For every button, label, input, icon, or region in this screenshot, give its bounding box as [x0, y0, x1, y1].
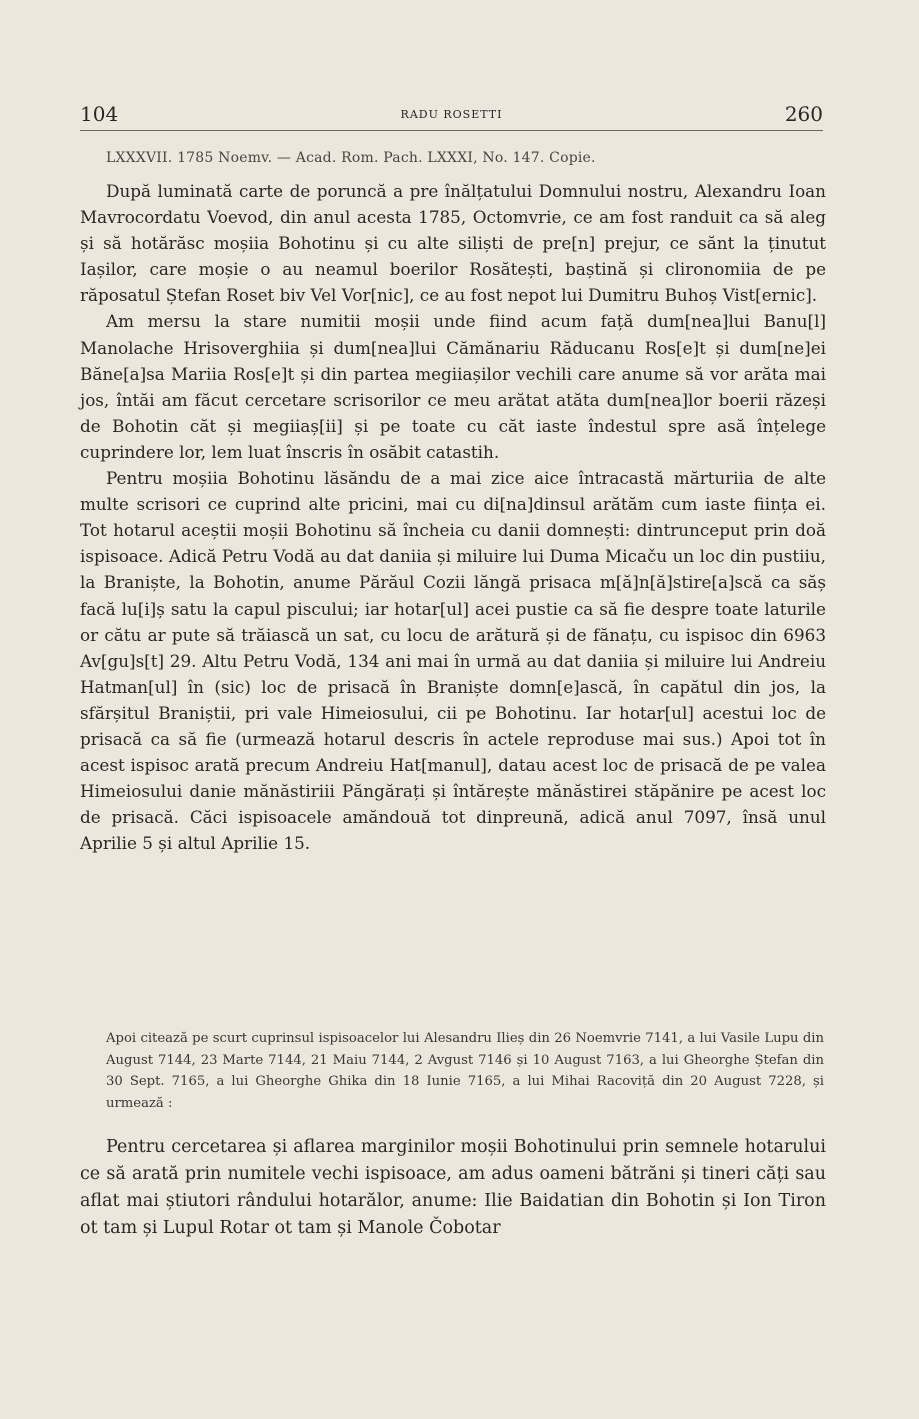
running-title: RADU ROSETTI: [400, 108, 503, 121]
continued-text: [80, 1134, 826, 1242]
paragraph: Pentru cercetarea și aflarea marginilor moșii Bohotinului prin semnele hotarului ce să arată prin numitele vechi ispisoace, am adus oameni bătrăni și tineri căți sau aflat mai știutori rândului hotarălor, anume: Ilie Baidatian din Bohotin și Ion Tiron ot tam și Lupul Rotar ot tam și Manole Čobotar: [80, 1137, 826, 1238]
page-number-left: 104: [80, 102, 119, 126]
paragraph: După luminată carte de poruncă a pre înălțatului Domnului nostru, Alexandru Ioan Mavrocordatu Voevod, din anul acesta 1785, Octomvrie, ce am fost randuit ca să aleg și să hotărăsc moșiia Bohotinu și cu alte siliști de pre[n] prejur, ce sănt la ținutut Iașilor, care moșie o au neamul boerilor Rosătești, baștină și clironomiia de pe răposatul Ștefan Roset biv Vel Vor[nic], ce au fost nepot lui Dumitru Buhoș Vist[ernic].: [80, 181, 826, 306]
page-number-right: 260: [784, 102, 823, 126]
paragraph: Pentru moșiia Bohotinu lăsăndu de a mai zice aice întracastă mărturiia de alte multe scrisori ce cuprind alte pricini, mai cu di[na]dinsul arătăm cum iaste ființa ei. Tot hotarul aceștii moșii Bohotinu să încheia cu danii domnești: dintrunceput prin doă ispisoace. Adică Petru Vodă au dat daniia și miluire lui Duma Micaču un loc din pustiiu, la Braniște, la Bohotin, anume Părăul Cozii lăngă prisaca m[ă]n[ă]stire[a]scă ca săș facă lu[i]ș satu la capul piscului; iar hotar[ul] acei pustie ca să fie despre toate laturile or cătu ar pute să trăiască un sat, cu locu de arătură și de fănațu, cu ispisoc din 6963 Av[gu]s[t] 29. Altu Petru Vodă, 134 ani mai în urmă au dat daniia și miluire lui Andreiu Hatman[ul] în (sic) loc de prisacă în Braniște domn[e]ască, în capătul din jos, la sfărșitul Braniștii, pri vale Himeiosului, cii pe Bohotinu. Iar hotar[ul] acestui loc de prisacă ca să fie (urmează hotarul descris în actele reproduse mai sus.) Apoi tot în acest ispisoc arată precum Andreiu Hat[manul], datau acest loc de prisacă de pe valea Himeiosului danie mănăstiriii Păngărați și întărește mănăstirei stăpănire pe acest loc de prisacă. Căci ispisoacele amăndouă tot dinpreună, adică anul 7097, însă unul Aprilie 5 și altul Aprilie 15.: [80, 468, 826, 854]
main-text: [80, 178, 826, 856]
document-reference: LXXXVII. 1785 Noemv. — Acad. Rom. Pach. LXXXI, No. 147. Copie.: [106, 150, 596, 166]
paragraph: Am mersu la stare numitii moșii unde fiind acum față dum[nea]lui Banu[l] Manolache Hrisoverghiia și dum[nea]lui Cămănariu Răducanu Ros[e]t și dum[ne]ei Băne[a]sa Mariia Ros[e]t și din partea megiiașilor vechili care anume să vor arăta mai jos, întăi am făcut cercetare scrisorilor ce meu arătat atăta dum[nea]lor boerii răzeși de Bohotin căt și megiiaș[ii] și pe toate cu căt iaste îndestul spre asă înțelege cuprindere lor, lem luat înscris în osăbit catastih.: [80, 311, 826, 462]
editorial-note: [106, 1028, 824, 1114]
note-text: Apoi citează pe scurt cuprinsul ispisoacelor lui Alesandru Ilieș din 26 Noemvrie 7141, a lui Vasile Lupu din August 7144, 23 Marte 7144, 21 Maiu 7144, 2 Avgust 7146 și 10 August 7163, a lui Gheorghe Ștefan din 30 Sept. 7165, a lui Gheorghe Ghika din 18 Iunie 7165, a lui Mihai Racoviță din 20 August 7228, și urmează :: [106, 1031, 824, 1111]
header-rule: [80, 130, 823, 131]
running-header: [80, 98, 823, 130]
